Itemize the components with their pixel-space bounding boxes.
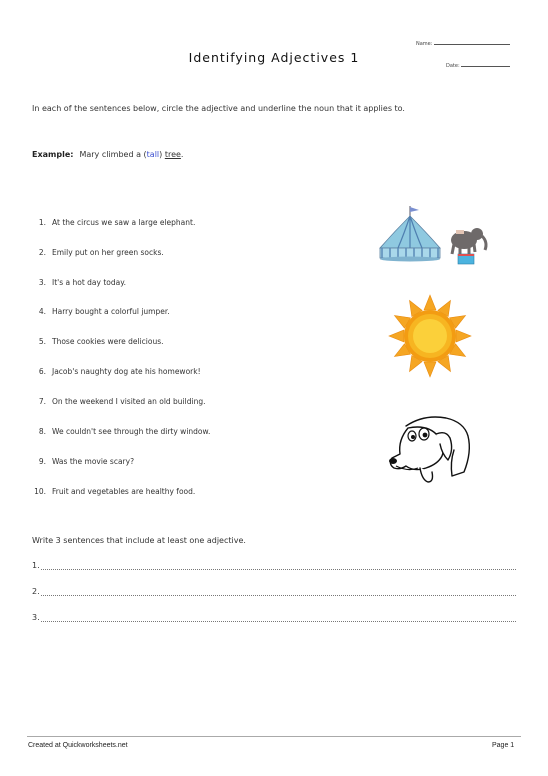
question-number: 2. (38, 248, 46, 257)
example-sentence (32, 150, 183, 159)
question-number: 1. (38, 218, 46, 227)
example-prefix: Mary climbed a ( (79, 150, 147, 159)
page-number: Page 1 (492, 742, 515, 749)
footer-credit: Created at Quickworksheets.net (28, 742, 128, 749)
question-text: Emily put on her green socks. (52, 248, 164, 257)
question-number: 6. (38, 367, 46, 376)
question-number: 10. (34, 487, 46, 496)
question-text: At the circus we saw a large elephant. (52, 218, 196, 227)
footer-divider (27, 736, 521, 737)
dog-icon (384, 412, 478, 492)
instructions-text: In each of the sentences below, circle the adjective and underline the noun that it applies to. (32, 104, 405, 113)
name-label: Name: (416, 41, 433, 47)
date-blank[interactable] (461, 66, 510, 67)
question-text: Was the movie scary? (52, 457, 135, 466)
write-prompt: Write 3 sentences that include at least one adjective. (32, 536, 246, 545)
name-field[interactable] (416, 41, 510, 47)
answer-line-fill[interactable] (41, 561, 516, 570)
question-number: 7. (38, 397, 46, 406)
question-item (24, 337, 164, 346)
answer-line-fill[interactable] (41, 613, 516, 622)
answer-line-number: 2. (32, 587, 40, 596)
question-text: Those cookies were delicious. (52, 337, 164, 346)
answer-line[interactable] (32, 613, 516, 622)
question-item (24, 457, 134, 466)
example-adjective: tall (146, 150, 160, 159)
question-item (24, 307, 170, 316)
question-text: It's a hot day today. (52, 278, 126, 287)
sun-icon (388, 294, 472, 378)
example-suffix: . (180, 150, 184, 159)
question-number: 5. (38, 337, 46, 346)
question-text: We couldn't see through the dirty window. (52, 427, 211, 436)
question-number: 4. (38, 307, 46, 316)
question-item (24, 487, 195, 496)
question-text: Jacob's naughty dog ate his homework! (52, 367, 201, 376)
question-number: 3. (38, 278, 46, 287)
answer-line[interactable] (32, 561, 516, 570)
question-number: 8. (38, 427, 46, 436)
question-item (24, 397, 205, 406)
question-item (24, 427, 210, 436)
example-middle: ) (159, 150, 165, 159)
page-title: Identifying Adjectives 1 (188, 50, 360, 65)
answer-line-fill[interactable] (41, 587, 516, 596)
question-item (24, 367, 201, 376)
example-label: Example: (32, 150, 74, 159)
circus-tent-elephant-icon (374, 204, 494, 268)
answer-line-number: 1. (32, 561, 40, 570)
question-item (24, 248, 164, 257)
answer-line-number: 3. (32, 613, 40, 622)
question-text: On the weekend I visited an old building. (52, 397, 206, 406)
date-label: Date: (446, 63, 460, 69)
question-item (24, 278, 126, 287)
question-text: Fruit and vegetables are healthy food. (52, 487, 196, 496)
example-noun: tree (164, 150, 181, 159)
answer-line[interactable] (32, 587, 516, 596)
question-text: Harry bought a colorful jumper. (52, 307, 170, 316)
name-blank[interactable] (434, 44, 510, 45)
question-number: 9. (38, 457, 46, 466)
question-item (24, 218, 195, 227)
